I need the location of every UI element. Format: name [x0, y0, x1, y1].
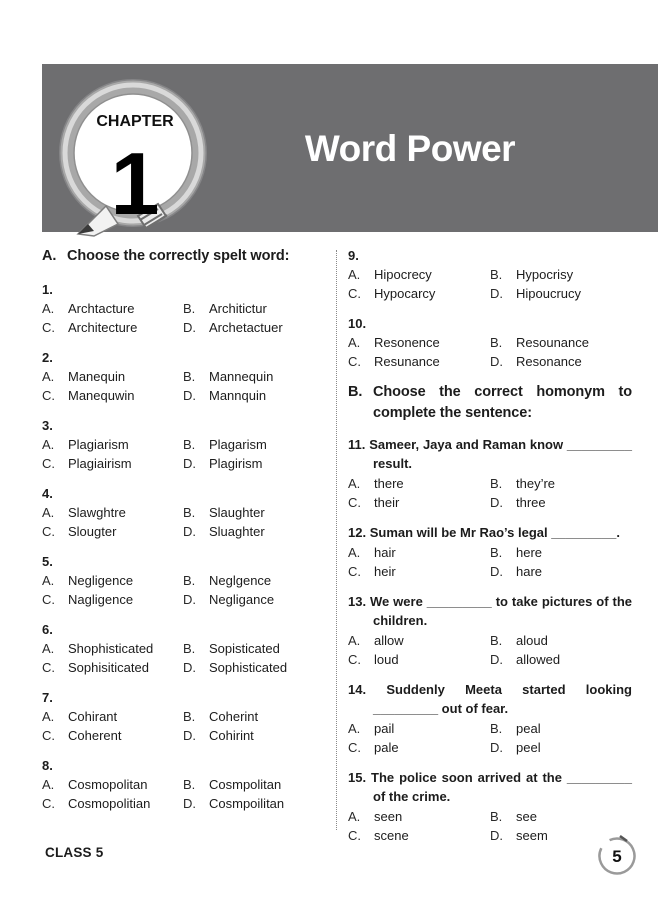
option-letter: D. [183, 320, 196, 335]
option-a [348, 719, 490, 738]
option-text: peal [516, 721, 541, 736]
option-c [42, 590, 183, 609]
option-letter: A. [42, 777, 55, 792]
option-d [183, 590, 324, 609]
option-d [490, 738, 632, 757]
option-letter: D. [490, 495, 503, 510]
question-number: 11. [348, 437, 366, 452]
option-text: Cosmopolitan [68, 777, 148, 792]
options [42, 367, 324, 405]
option-letter: B. [490, 721, 503, 736]
option-letter: B. [183, 369, 196, 384]
option-letter: D. [490, 740, 503, 755]
option-text: Plagarism [209, 437, 267, 452]
option-text: Cohirant [68, 709, 118, 724]
option-d [490, 562, 632, 581]
section-title: Choose the correctly spelt word: [67, 248, 290, 264]
option-text: here [516, 545, 543, 560]
option-letter: C. [42, 592, 55, 607]
option-text: Sophisticated [209, 660, 288, 675]
option-d [490, 650, 632, 669]
question-number: 4. [42, 486, 53, 501]
pencil-circle-logo [54, 68, 212, 244]
option-a [42, 571, 183, 590]
option-text: Negligence [68, 573, 134, 588]
option-text: Shophisticated [68, 641, 154, 656]
option-text: seem [516, 828, 548, 843]
option-text: see [516, 809, 537, 824]
option-letter: C. [348, 740, 361, 755]
option-text: Sophisiticated [68, 660, 149, 675]
option-b [490, 474, 632, 493]
option-text: their [374, 495, 400, 510]
option-d [490, 493, 632, 512]
section-title: Choose the correct homonym to complete the sentence: [373, 384, 632, 421]
option-letter: C. [42, 660, 55, 675]
option-letter: D. [490, 828, 503, 843]
chapter-number: 1 [110, 134, 160, 233]
option-letter: D. [490, 652, 503, 667]
question-text [348, 592, 632, 630]
option-letter: B. [183, 505, 196, 520]
option-text: pail [374, 721, 395, 736]
options [348, 333, 632, 371]
option-c [348, 826, 490, 845]
column-left [42, 246, 324, 824]
options [42, 571, 324, 609]
question-text [348, 768, 632, 806]
option-c [348, 650, 490, 669]
option-d [183, 522, 324, 541]
option-text: Manequin [68, 369, 126, 384]
question-12 [348, 523, 632, 581]
option-text: pale [374, 740, 399, 755]
option-b [183, 503, 324, 522]
question-sentence: Sameer, Jaya and Raman know _________ result. [369, 437, 632, 471]
option-a [42, 367, 183, 386]
option-letter: A. [348, 335, 361, 350]
option-letter: A. [42, 437, 55, 452]
option-text: peel [516, 740, 541, 755]
section-a-heading [42, 246, 324, 267]
option-letter: C. [42, 796, 55, 811]
option-b [490, 265, 632, 284]
option-text: hair [374, 545, 396, 560]
option-b [490, 719, 632, 738]
option-letter: B. [490, 809, 503, 824]
question-text [348, 523, 632, 542]
option-d [183, 318, 324, 337]
option-letter: A. [42, 369, 55, 384]
option-text: Archtacture [68, 301, 135, 316]
option-c [42, 794, 183, 813]
question-14 [348, 680, 632, 757]
question-number: 7. [42, 690, 53, 705]
option-letter: A. [42, 505, 55, 520]
option-letter: D. [183, 388, 196, 403]
options [348, 719, 632, 757]
option-a [348, 333, 490, 352]
question-text [348, 680, 632, 718]
option-letter: D. [183, 592, 196, 607]
options [42, 299, 324, 337]
option-letter: B. [183, 709, 196, 724]
option-text: aloud [516, 633, 548, 648]
page-title: Word Power [304, 128, 516, 169]
option-b [183, 571, 324, 590]
option-text: Coherent [68, 728, 122, 743]
option-letter: C. [348, 828, 361, 843]
option-b [183, 707, 324, 726]
question-7 [42, 688, 324, 745]
option-d [490, 284, 632, 303]
option-text: hare [516, 564, 543, 579]
option-a [42, 775, 183, 794]
question-text [348, 435, 632, 473]
option-letter: D. [183, 728, 196, 743]
option-b [490, 333, 632, 352]
question-number: 15. [348, 770, 367, 785]
option-text: Manequwin [68, 388, 135, 403]
option-letter: B. [183, 777, 196, 792]
option-letter: A. [42, 301, 55, 316]
option-text: Slaughter [209, 505, 265, 520]
option-text: scene [374, 828, 409, 843]
question-6 [42, 620, 324, 677]
section-label: B. [348, 384, 363, 400]
column-right [348, 246, 632, 856]
option-letter: D. [490, 354, 503, 369]
options [348, 474, 632, 512]
option-text: Cosmpoilitan [209, 796, 285, 811]
option-b [490, 543, 632, 562]
option-letter: C. [348, 564, 361, 579]
option-a [42, 639, 183, 658]
option-b [490, 807, 632, 826]
question-11 [348, 435, 632, 512]
question-13 [348, 592, 632, 669]
question-number: 8. [42, 758, 53, 773]
option-letter: D. [183, 660, 196, 675]
option-text: loud [374, 652, 399, 667]
option-letter: D. [490, 286, 503, 301]
option-c [348, 493, 490, 512]
question-number: 14. [348, 682, 367, 697]
option-d [183, 658, 324, 677]
option-text: Coherint [209, 709, 259, 724]
option-letter: B. [490, 633, 503, 648]
option-text: Resonence [374, 335, 440, 350]
options [348, 265, 632, 303]
class-label: CLASS 5 [45, 845, 104, 860]
option-text: three [516, 495, 546, 510]
question-number: 1. [42, 282, 53, 297]
option-text: Hypocarcy [374, 286, 436, 301]
option-letter: A. [348, 545, 361, 560]
option-c [42, 386, 183, 405]
option-text: Slawghtre [68, 505, 126, 520]
question-15 [348, 768, 632, 845]
option-letter: A. [42, 641, 55, 656]
options [42, 707, 324, 745]
option-text: Hypocrisy [516, 267, 574, 282]
option-d [183, 794, 324, 813]
option-letter: C. [42, 524, 55, 539]
option-c [348, 352, 490, 371]
option-letter: D. [490, 564, 503, 579]
option-c [348, 284, 490, 303]
option-d [183, 386, 324, 405]
option-letter: C. [348, 286, 361, 301]
question-number: 13. [348, 594, 367, 609]
chapter-label: CHAPTER [96, 113, 174, 130]
option-a [42, 435, 183, 454]
option-letter: D. [183, 796, 196, 811]
option-d [183, 454, 324, 473]
option-c [348, 562, 490, 581]
option-text: allow [374, 633, 404, 648]
option-letter: A. [348, 721, 361, 736]
option-c [42, 318, 183, 337]
option-b [183, 639, 324, 658]
option-text: there [374, 476, 404, 491]
option-letter: C. [348, 495, 361, 510]
option-letter: C. [42, 320, 55, 335]
option-a [348, 265, 490, 284]
option-b [183, 435, 324, 454]
question-2 [42, 348, 324, 405]
option-letter: C. [42, 456, 55, 471]
option-letter: A. [348, 476, 361, 491]
option-letter: B. [490, 476, 503, 491]
option-text: heir [374, 564, 396, 579]
option-text: Cosmopolitian [68, 796, 151, 811]
option-text: Mannequin [209, 369, 274, 384]
option-text: Mannquin [209, 388, 267, 403]
option-letter: B. [183, 437, 196, 452]
question-9 [348, 246, 632, 303]
option-letter: B. [183, 573, 196, 588]
option-text: Cosmpolitan [209, 777, 282, 792]
question-number: 10. [348, 316, 367, 331]
option-text: Hipocrecy [374, 267, 432, 282]
option-text: Architecture [68, 320, 138, 335]
question-10 [348, 314, 632, 371]
option-a [348, 474, 490, 493]
option-a [348, 631, 490, 650]
option-text: Neglgence [209, 573, 272, 588]
option-letter: B. [183, 641, 196, 656]
option-c [42, 658, 183, 677]
option-d [183, 726, 324, 745]
option-letter: A. [348, 809, 361, 824]
question-5 [42, 552, 324, 609]
option-letter: D. [183, 456, 196, 471]
option-text: Hipoucrucy [516, 286, 582, 301]
question-sentence: Suddenly Meeta started looking _________ out of fear. [373, 682, 632, 716]
question-4 [42, 484, 324, 541]
question-sentence: We were _________ to take pictures of the children. [370, 594, 632, 628]
options [348, 543, 632, 581]
option-text: Resounance [516, 335, 589, 350]
option-text: Resunance [374, 354, 440, 369]
option-a [348, 807, 490, 826]
option-text: Plagirism [209, 456, 263, 471]
option-c [42, 522, 183, 541]
option-letter: C. [348, 354, 361, 369]
option-letter: D. [183, 524, 196, 539]
option-a [42, 707, 183, 726]
options [42, 503, 324, 541]
column-divider [336, 250, 337, 830]
option-text: Nagligence [68, 592, 134, 607]
option-text: allowed [516, 652, 561, 667]
option-text: seen [374, 809, 403, 824]
page-number-badge [594, 832, 640, 878]
question-number: 5. [42, 554, 53, 569]
option-d [490, 352, 632, 371]
question-number: 3. [42, 418, 53, 433]
option-b [490, 631, 632, 650]
option-text: Resonance [516, 354, 582, 369]
question-number: 6. [42, 622, 53, 637]
question-sentence: Suman will be Mr Rao’s legal _________. [369, 525, 620, 540]
option-c [42, 726, 183, 745]
option-letter: B. [490, 335, 503, 350]
option-text: Cohirint [209, 728, 254, 743]
option-letter: C. [42, 728, 55, 743]
option-text: Negligance [209, 592, 275, 607]
section-label: A. [42, 248, 57, 264]
option-letter: A. [348, 267, 361, 282]
option-b [183, 367, 324, 386]
question-number: 9. [348, 248, 359, 263]
question-3 [42, 416, 324, 473]
option-text: Slougter [68, 524, 117, 539]
option-a [42, 503, 183, 522]
options [348, 807, 632, 845]
option-c [42, 454, 183, 473]
question-8 [42, 756, 324, 813]
option-text: they’re [516, 476, 556, 491]
option-text: Sopisticated [209, 641, 280, 656]
option-a [348, 543, 490, 562]
question-1 [42, 280, 324, 337]
option-b [183, 775, 324, 794]
option-text: Sluaghter [209, 524, 265, 539]
option-text: Plagiarism [68, 437, 129, 452]
question-number: 2. [42, 350, 53, 365]
options [348, 631, 632, 669]
option-letter: B. [490, 267, 503, 282]
question-sentence: The police soon arrived at the _________ of the crime. [371, 770, 632, 804]
option-letter: C. [348, 652, 361, 667]
question-number: 12. [348, 525, 367, 540]
option-letter: B. [490, 545, 503, 560]
options [42, 639, 324, 677]
option-b [183, 299, 324, 318]
options [42, 435, 324, 473]
option-c [348, 738, 490, 757]
option-letter: A. [42, 709, 55, 724]
option-letter: B. [183, 301, 196, 316]
options [42, 775, 324, 813]
option-a [42, 299, 183, 318]
option-letter: A. [348, 633, 361, 648]
option-letter: C. [42, 388, 55, 403]
option-text: Architictur [209, 301, 267, 316]
option-text: Plagiairism [68, 456, 132, 471]
option-letter: A. [42, 573, 55, 588]
page-number: 5 [612, 847, 622, 866]
section-b-heading [348, 382, 632, 424]
option-text: Archetactuer [209, 320, 283, 335]
